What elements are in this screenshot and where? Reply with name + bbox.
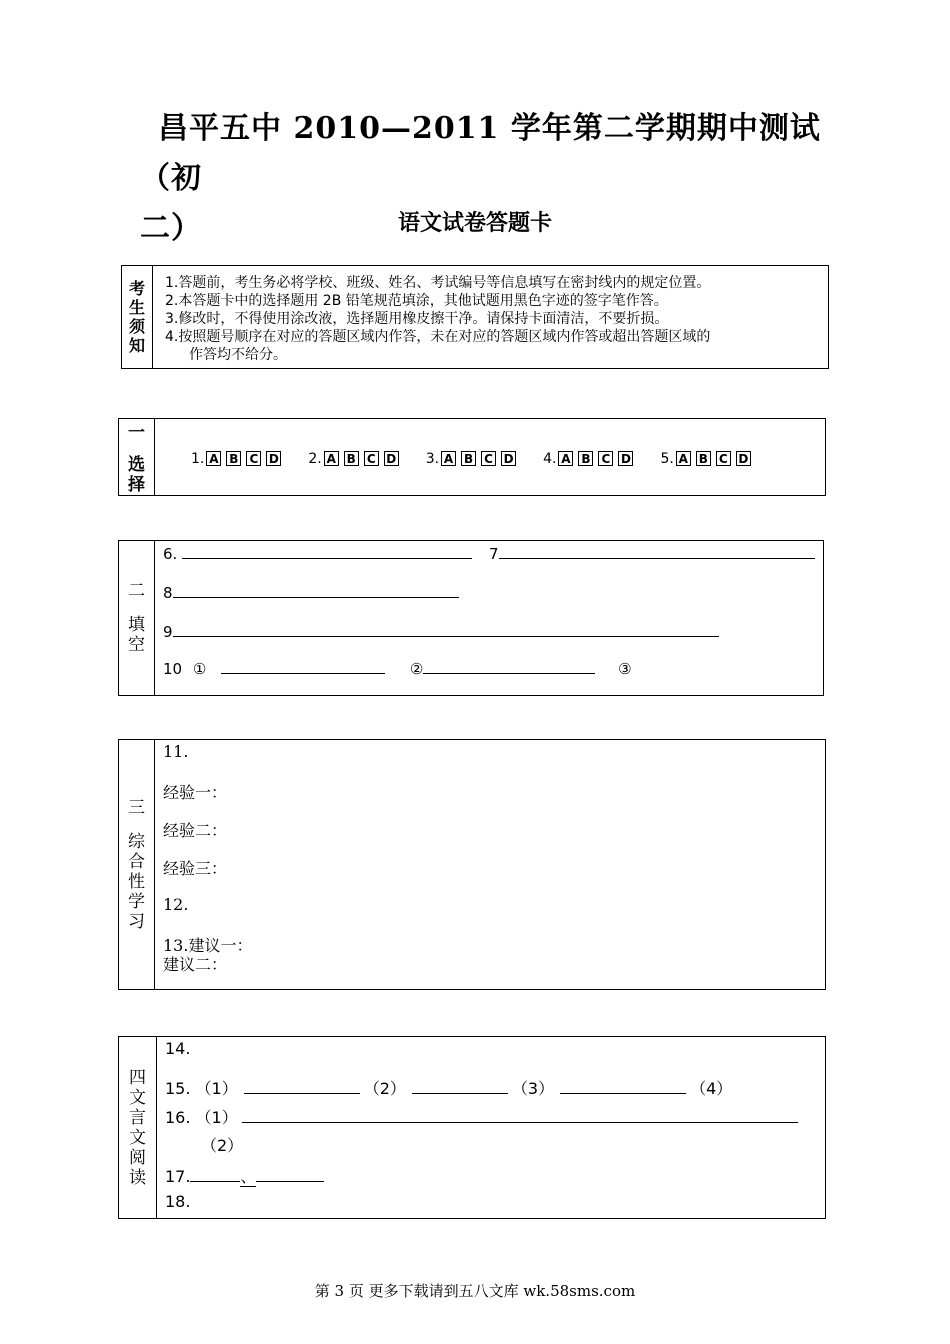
q7-answer-line[interactable] [499,543,815,559]
q18-label: 18. [165,1192,191,1211]
q15-part-2: （2） [363,1079,406,1098]
experience-1: 经验一： [163,783,228,802]
q10-label: 10 [163,660,183,678]
notice-item-continuation: 作答均不给分。 [189,347,287,363]
option-bubble[interactable]: D [618,451,633,466]
notice-box [121,265,829,369]
q10-answer-line-1[interactable] [221,658,385,674]
notice-item: 4.按照题号顺序在对应的答题区域内作答，未在对应的答题区域内作答或超出答题区域的 [165,329,711,345]
q8-answer-line[interactable] [173,582,459,598]
fill-area [155,541,823,695]
q16-part-1: （1） [195,1108,238,1127]
q13-suggestion-2: 建议二： [163,955,228,974]
q16-part-2: （2） [201,1136,244,1155]
option-bubble[interactable]: A [558,451,573,466]
q17-separator: 、 [240,1167,257,1186]
choice-question: 1. A B C D [191,449,286,467]
option-bubble[interactable]: D [501,451,516,466]
option-bubble[interactable]: B [461,451,476,466]
notice-item: 1.答题前，考生务必将学校、班级、姓名、考试编号等信息填写在密封线内的规定位置。 [165,275,711,291]
comprehensive-area [155,740,825,989]
q15-label: 15. [165,1079,191,1098]
section-classical-reading [118,1036,826,1219]
option-bubble[interactable]: C [481,451,496,466]
option-bubble[interactable]: B [344,451,359,466]
choice-question: 3. A B C D [426,449,521,467]
choice-area [155,419,825,495]
option-bubble[interactable]: C [598,451,613,466]
option-bubble[interactable]: C [364,451,379,466]
section-comprehensive [118,739,826,990]
q9-label: 9 [163,623,173,641]
option-bubble[interactable]: D [736,451,751,466]
q15-answer-line-2[interactable] [412,1078,508,1094]
experience-3: 经验三： [163,859,228,878]
notice-item: 2.本答题卡中的选择题用 2B 铅笔规范填涂，其他试题用黑色字迹的签字笔作答。 [165,293,668,309]
option-bubble[interactable]: A [676,451,691,466]
q13-suggestion-1: 13.建议一： [163,936,253,955]
q15-part-4: （4） [690,1079,733,1098]
q9-answer-line[interactable] [173,621,719,637]
experience-2: 经验二： [163,821,228,840]
q15-part-3: （3） [511,1079,555,1098]
q10-circle-3: ③ [618,660,632,678]
option-bubble[interactable]: C [246,451,261,466]
option-bubble[interactable]: C [716,451,731,466]
q6-label: 6. [163,545,178,563]
option-bubble[interactable]: A [324,451,339,466]
notice-content [153,266,828,368]
notice-label: 考 生 须 知 [122,266,153,368]
q10-answer-line-2[interactable] [423,658,595,674]
choice-question: 2. A B C D [308,449,403,467]
choice-question: 4. A B C D [543,449,638,467]
option-bubble[interactable]: B [578,451,593,466]
section-fill-blank [118,540,824,696]
q11-label: 11. [163,742,189,761]
q10-circle-2: ② [409,660,424,678]
q10-circle-1: ① [192,660,207,678]
classical-area [157,1037,825,1218]
q16-label: 16. [165,1108,191,1127]
page-footer: 第 3 页 更多下载请到五八文库 wk.58sms.com [314,1282,636,1300]
q14-label: 14. [165,1039,191,1058]
notice-item: 3.修改时，不得使用涂改液，选择题用橡皮擦干净。请保持卡面清洁，不要折损。 [165,311,669,327]
option-bubble[interactable]: A [206,451,221,466]
q15-answer-line-3[interactable] [560,1078,686,1094]
option-bubble[interactable]: D [384,451,399,466]
q6-answer-line[interactable] [182,543,472,559]
q16-answer-line[interactable] [242,1107,798,1123]
option-bubble[interactable]: D [266,451,281,466]
section-choice [118,418,826,496]
q15-part-1: （1） [195,1079,238,1098]
section-choice-label: 一 选 择 [119,419,155,495]
q15-answer-line-1[interactable] [244,1078,360,1094]
title-line-2: 二） [140,211,202,246]
q17-answer-line-1[interactable] [190,1166,240,1182]
q17-answer-line-2[interactable] [256,1166,324,1182]
choice-question: 5. A B C D [660,449,755,467]
section-classical-label: 四 文 言 文 阅 读 [119,1037,157,1218]
option-bubble[interactable]: B [696,451,711,466]
q12-label: 12. [163,895,189,914]
q17-label: 17. [165,1167,191,1186]
title-line-1: 昌平五中 2010—2011 学年第二学期期中测试（初 [140,111,821,196]
q8-label: 8 [163,584,173,602]
option-bubble[interactable]: A [441,451,456,466]
option-bubble[interactable]: B [226,451,241,466]
answer-card-title: 语文试卷答题卡 [397,211,552,236]
section-fill-label: 二 填 空 [119,541,155,695]
section-comprehensive-label: 三 综 合 性 学 习 [119,740,155,989]
q7-label: 7 [489,545,499,563]
